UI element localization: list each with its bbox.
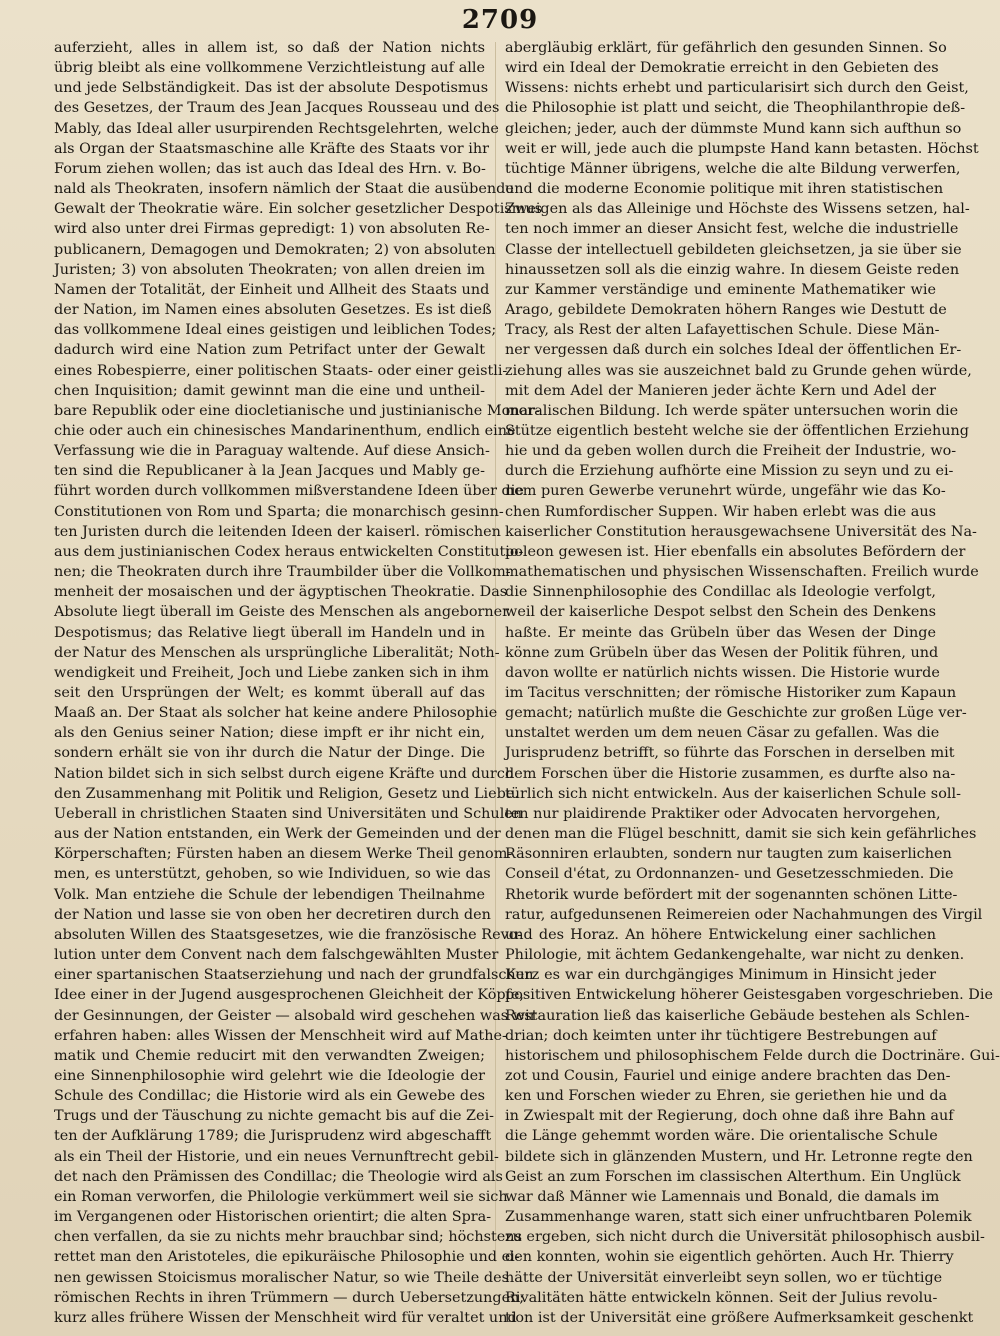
text-line: Rivalitäten hätte entwickeln können. Seit der Julius revolu- bbox=[505, 1289, 938, 1306]
text-line: drian; doch keimten unter ihr tüchtigere Bestrebungen auf bbox=[505, 1027, 937, 1044]
text-line: Conseil d'état, zu Ordonnanzen- und Gesetzesschmieden. Die bbox=[505, 866, 954, 883]
text-line: Forum ziehen wollen; das ist auch das Ideal des Hrn. v. Bo- bbox=[54, 160, 486, 177]
text-line: der Nation und lasse sie von oben her decretiren durch den bbox=[54, 906, 491, 923]
text-line: Maaß an. Der Staat als solcher hat keine andere Philosophie bbox=[54, 705, 498, 722]
text-line: Schule des Condillac; die Historie wird als ein Gewebe des bbox=[54, 1088, 485, 1105]
text-line: das vollkommene Ideal eines geistigen und leiblichen Todes; bbox=[54, 322, 497, 339]
text-line: lution unter dem Convent nach dem falschgewählten Muster bbox=[54, 947, 499, 964]
text-line: römischen Rechts in ihren Trümmern — durch Uebersetzungen; bbox=[54, 1289, 525, 1306]
text-line: Tracy, als Rest der alten Lafayettischen Schule. Diese Män- bbox=[505, 322, 940, 339]
text-line: matik und Chemie reducirt mit den verwandten Zweigen; bbox=[54, 1047, 485, 1064]
text-line: tion ist der Universität eine größere Aufmerksamkeit geschenkt bbox=[505, 1309, 974, 1326]
text-line: kurz alles frühere Wissen der Menschheit wird für veraltet und bbox=[54, 1309, 517, 1326]
text-line: ziehung alles was sie auszeichnet bald zu Grunde gehen würde, bbox=[505, 362, 972, 379]
text-line: weit er will, jede auch die plumpste Hand kann betasten. Höchst bbox=[505, 140, 979, 157]
text-line: mathematischen und physischen Wissenschaften. Freilich wurde bbox=[505, 564, 979, 581]
text-line: aus der Nation entstanden, ein Werk der Gemeinden und der bbox=[54, 826, 501, 843]
text-line: chen Inquisition; damit gewinnt man die eine und untheil- bbox=[54, 382, 485, 399]
text-line: abergläubig erklärt, für gefährlich den gesunden Sinnen. So bbox=[505, 40, 947, 56]
text-line: gemacht; natürlich mußte die Geschichte zur großen Lüge ver- bbox=[505, 705, 967, 722]
text-line: Arago, gebildete Demokraten höhern Ranges wie Destutt de bbox=[505, 302, 947, 319]
text-line: wird also unter drei Firmas gepredigt: 1) von absoluten Re- bbox=[54, 221, 490, 238]
text-line: Juristen; 3) von absoluten Theokraten; von allen dreien im bbox=[54, 261, 485, 278]
text-line: chie oder auch ein chinesisches Mandarinenthum, endlich eine bbox=[54, 422, 516, 439]
text-line: bare Republik oder eine diocletianische und justinianische Monar- bbox=[54, 402, 540, 419]
text-line: Rhetorik wurde befördert mit der sogenannten schönen Litte- bbox=[505, 886, 958, 903]
text-line: ten sind die Republicaner à la Jean Jacques und Mably ge- bbox=[54, 463, 485, 480]
text-line: menheit der mosaischen und der ägyptischen Theokratie. Das bbox=[54, 584, 508, 601]
text-line: Despotismus; das Relative liegt überall im Handeln und in bbox=[54, 624, 485, 641]
text-line: eine Sinnenphilosophie wird gelehrt wie die Ideologie der bbox=[54, 1067, 485, 1084]
text-line: türlich sich nicht entwickeln. Aus der kaiserlichen Schule soll- bbox=[505, 785, 961, 802]
text-line: hie und da geben wollen durch die Freiheit der Industrie, wo- bbox=[505, 443, 957, 460]
text-line: Trugs und der Täuschung zu nichte gemacht bis auf die Zei- bbox=[54, 1108, 495, 1125]
text-line: weil der kaiserliche Despot selbst den Schein des Denkens bbox=[505, 604, 936, 621]
text-line: ken und Forschen wieder zu Ehren, sie geriethen hie und da bbox=[505, 1088, 948, 1105]
text-line: Absolute liegt überall im Geiste des Menschen als angeborner bbox=[54, 604, 510, 621]
text-line: nen; die Theokraten durch ihre Traumbilder über die Vollkom- bbox=[54, 564, 511, 581]
text-line: det nach den Prämissen des Condillac; die Theologie wird als bbox=[54, 1168, 503, 1185]
text-line: Körperschaften; Fürsten haben an diesem Werke Theil genom- bbox=[54, 846, 513, 863]
text-line: den konnten, wohin sie eigentlich gehörten. Auch Hr. Thierry bbox=[505, 1249, 954, 1266]
text-line: moralischen Bildung. Ich werde später untersuchen worin die bbox=[505, 402, 959, 419]
text-line: ein Roman verworfen, die Philologie verkümmert weil sie sich bbox=[54, 1188, 508, 1205]
text-line: gleichen; jeder, auch der dümmste Mund kann sich aufthun so bbox=[505, 120, 962, 137]
text-line: hinaussetzen soll als die einzig wahre. In diesem Geiste reden bbox=[505, 261, 960, 278]
text-line: wendigkeit und Freiheit, Joch und Liebe zanken sich in ihm bbox=[54, 664, 489, 681]
text-line: ner vergessen daß durch ein solches Ideal der öffentlichen Er- bbox=[505, 342, 962, 359]
text-line: war daß Männer wie Lamennais und Bonald, die damals im bbox=[505, 1188, 940, 1205]
text-line: Gewalt der Theokratie wäre. Ein solcher gesetzlicher Despotismus bbox=[54, 201, 542, 218]
text-line: historischem und philosophischem Felde durch die Doctrinäre. Gui- bbox=[505, 1047, 1000, 1064]
text-line: eines Robespierre, einer politischen Staats- oder einer geistli- bbox=[54, 362, 508, 379]
text-line: ten noch immer an dieser Ansicht fest, welche die industrielle bbox=[505, 221, 959, 238]
text-line: wird ein Ideal der Demokratie erreicht in den Gebieten des bbox=[505, 60, 939, 77]
text-line: publicanern, Demagogen und Demokraten; 2) von absoluten bbox=[54, 241, 496, 258]
text-line: Stütze eigentlich besteht welche sie der öffentlichen Erziehung bbox=[505, 422, 969, 439]
text-line: Restauration ließ das kaiserliche Gebäude bestehen als Schlen- bbox=[505, 1007, 970, 1024]
text-line: Jurisprudenz betrifft, so führte das Forschen in derselben mit bbox=[505, 745, 955, 762]
text-line: und die moderne Economie politique mit ihren statistischen bbox=[505, 181, 944, 198]
text-line: Namen der Totalität, der Einheit und Allheit des Staats und bbox=[54, 281, 490, 298]
text-line: im Tacitus verschnitten; der römische Historiker zum Kapaun bbox=[505, 685, 957, 701]
text-line: Nation bildet sich in sich selbst durch eigene Kräfte und durch bbox=[54, 765, 515, 782]
text-line: Zusammenhange waren, statt sich einer unfruchtbaren Polemik bbox=[505, 1209, 972, 1226]
text-line: zot und Cousin, Fauriel und einige andere brachten das Den- bbox=[505, 1067, 951, 1084]
text-line: Räsonniren erlaubten, sondern nur taugten zum kaiserlichen bbox=[505, 846, 952, 863]
text-line: denen man die Flügel beschnitt, damit sie sich kein gefährliches bbox=[505, 826, 977, 843]
text-line: erfahren haben: alles Wissen der Menschheit wird auf Mathe- bbox=[54, 1027, 507, 1044]
text-line: auferzieht, alles in allem ist, so daß der Nation nichts bbox=[54, 40, 485, 56]
text-line: Zweigen als das Alleinige und Höchste des Wissens setzen, hal- bbox=[505, 201, 970, 218]
text-line: tüchtige Männer übrigens, welche die alte Bildung verwerfen, bbox=[505, 160, 961, 177]
right-column bbox=[505, 38, 1000, 1328]
text-line: kaiserlicher Constitution herausgewachsene Universität des Na- bbox=[505, 523, 977, 540]
text-line: Geist an zum Forschen im classischen Alterthum. Ein Unglück bbox=[505, 1168, 961, 1185]
text-line: rettet man den Aristoteles, die epikuräische Philosophie und ei- bbox=[54, 1249, 520, 1266]
text-line: ten der Aufklärung 1789; die Jurisprudenz wird abgeschafft bbox=[54, 1128, 492, 1145]
text-line: als den Genius seiner Nation; diese impft er ihr nicht ein, bbox=[54, 725, 485, 742]
text-line: führt worden durch vollkommen mißverstandene Ideen über die bbox=[54, 483, 524, 500]
text-line: in Zwiespalt mit der Regierung, doch ohne daß ihre Bahn auf bbox=[505, 1108, 954, 1125]
text-line: nem puren Gewerbe verunehrt würde, ungefähr wie das Ko- bbox=[505, 483, 946, 500]
text-line: bildete sich in glänzenden Mustern, und Hr. Letronne regte den bbox=[505, 1148, 973, 1165]
text-line: durch die Erziehung aufhörte eine Mission zu seyn und zu ei- bbox=[505, 463, 954, 480]
text-line: poleon gewesen ist. Hier ebenfalls ein absolutes Befördern der bbox=[505, 543, 966, 560]
text-line: im Vergangenen oder Historischen orientirt; die alten Spra- bbox=[54, 1209, 492, 1226]
text-line: hätte der Universität einverleibt seyn sollen, wo er tüchtige bbox=[505, 1269, 943, 1286]
text-line: als Organ der Staatsmaschine alle Kräfte des Staats vor ihr bbox=[54, 140, 490, 157]
text-line: zur Kammer verständige und eminente Mathematiker wie bbox=[505, 281, 936, 298]
text-line: der Nation, im Namen eines absoluten Gesetzes. Es ist dieß bbox=[54, 302, 492, 319]
text-line: ten nur plaidirende Praktiker oder Advocaten hervorgehen, bbox=[505, 805, 941, 822]
left-column bbox=[54, 38, 542, 1328]
text-line: ratur, aufgedunsenen Reimereien oder Nachahmungen des Virgil bbox=[505, 906, 983, 923]
text-line: der Gesinnungen, der Geister — alsobald wird geschehen was wir bbox=[54, 1007, 537, 1024]
text-line: die Länge gehemmt worden wäre. Die orientalische Schule bbox=[505, 1128, 938, 1145]
text-line: die Sinnenphilosophie des Condillac als Ideologie verfolgt, bbox=[505, 584, 936, 601]
text-line: die Philosophie ist platt und seicht, die Theophilanthropie deß- bbox=[505, 100, 966, 117]
text-line: und jede Selbständigkeit. Das ist der absolute Despotismus bbox=[54, 80, 489, 97]
text-line: der Natur des Menschen als ursprüngliche Liberalität; Noth- bbox=[54, 644, 500, 661]
text-line: nen gewissen Stoicismus moralischer Natur, so wie Theile des bbox=[54, 1269, 509, 1286]
text-line: unstaltet werden um dem neuen Cäsar zu gefallen. Was die bbox=[505, 725, 940, 742]
text-line: men, es unterstützt, gehoben, so wie Individuen, so wie das bbox=[54, 866, 491, 883]
text-line: Volk. Man entziehe die Schule der lebendigen Theilnahme bbox=[54, 886, 485, 903]
text-line: positiven Entwickelung höherer Geistesgaben vorgeschrieben. Die bbox=[505, 987, 993, 1004]
text-line: Idee einer in der Jugend ausgesprochenen Gleichheit der Köpfe, bbox=[54, 987, 525, 1004]
text-line: Kurz es war ein durchgängiges Minimum in Hinsicht jeder bbox=[505, 967, 936, 984]
text-line: Wissens: nichts erhebt und particularisirt sich durch den Geist, bbox=[505, 80, 969, 97]
text-line: als ein Theil der Historie, und ein neues Vernunftrecht gebil- bbox=[54, 1148, 499, 1165]
text-line: seit den Ursprüngen der Welt; es kommt überall auf das bbox=[54, 685, 485, 701]
text-line: Verfassung wie die in Paraguay waltende. Auf diese Ansich- bbox=[54, 443, 490, 460]
text-line: einer spartanischen Staatserziehung und nach der grundfalschen bbox=[54, 967, 534, 984]
text-line: dadurch wird eine Nation zum Petrifact unter der Gewalt bbox=[54, 342, 485, 359]
text-line: nald als Theokraten, insofern nämlich der Staat die ausübende bbox=[54, 181, 514, 198]
text-line: Philologie, mit ächtem Gedankengehalte, war nicht zu denken. bbox=[505, 947, 965, 964]
text-line: dem Forschen über die Historie zusammen, es durfte also na- bbox=[505, 765, 956, 782]
text-line: davon wollte er natürlich nichts wissen. Die Historie wurde bbox=[505, 664, 940, 681]
text-line: chen verfallen, da sie zu nichts mehr brauchbar sind; höchstens bbox=[54, 1229, 522, 1246]
text-line: Mably, das Ideal aller usurpirenden Rechtsgelehrten, welche bbox=[54, 120, 499, 137]
text-line: den Zusammenhang mit Politik und Religion, Gesetz und Liebe. bbox=[54, 785, 519, 802]
text-line: sondern erhält sie von ihr durch die Natur der Dinge. Die bbox=[54, 745, 485, 762]
text-line: könne zum Grübeln über das Wesen der Politik führen, und bbox=[505, 644, 939, 661]
text-line: absoluten Willen des Staatsgesetzes, wie die französische Revo- bbox=[54, 926, 523, 943]
text-line: mit dem Adel der Manieren jeder ächte Kern und Adel der bbox=[505, 382, 936, 399]
text-line: Classe der intellectuell gebildeten gleichsetzen, ja sie über sie bbox=[505, 241, 962, 258]
text-line: ten Juristen durch die leitenden Ideen der kaiserl. römischen bbox=[54, 523, 501, 540]
text-line: des Gesetzes, der Traum des Jean Jacques Rousseau und des bbox=[54, 100, 500, 117]
text-line: aus dem justinianischen Codex heraus entwickelten Constitutio- bbox=[54, 543, 524, 560]
text-line: Constitutionen von Rom und Sparta; die monarchisch gesinn- bbox=[54, 503, 504, 520]
page-number: 2709 bbox=[461, 5, 539, 35]
text-line: und des Horaz. An höhere Entwickelung einer sachlichen bbox=[505, 926, 936, 943]
text-line: übrig bleibt als eine vollkommene Verzichtleistung auf alle bbox=[54, 60, 485, 77]
text-line: haßte. Er meinte das Grübeln über das Wesen der Dinge bbox=[505, 624, 936, 641]
text-line: chen Rumfordischer Suppen. Wir haben erlebt was die aus bbox=[505, 503, 936, 520]
text-line: zu ergeben, sich nicht durch die Universität philosophisch ausbil- bbox=[505, 1229, 985, 1246]
text-line: Ueberall in christlichen Staaten sind Universitäten und Schulen bbox=[54, 805, 523, 822]
